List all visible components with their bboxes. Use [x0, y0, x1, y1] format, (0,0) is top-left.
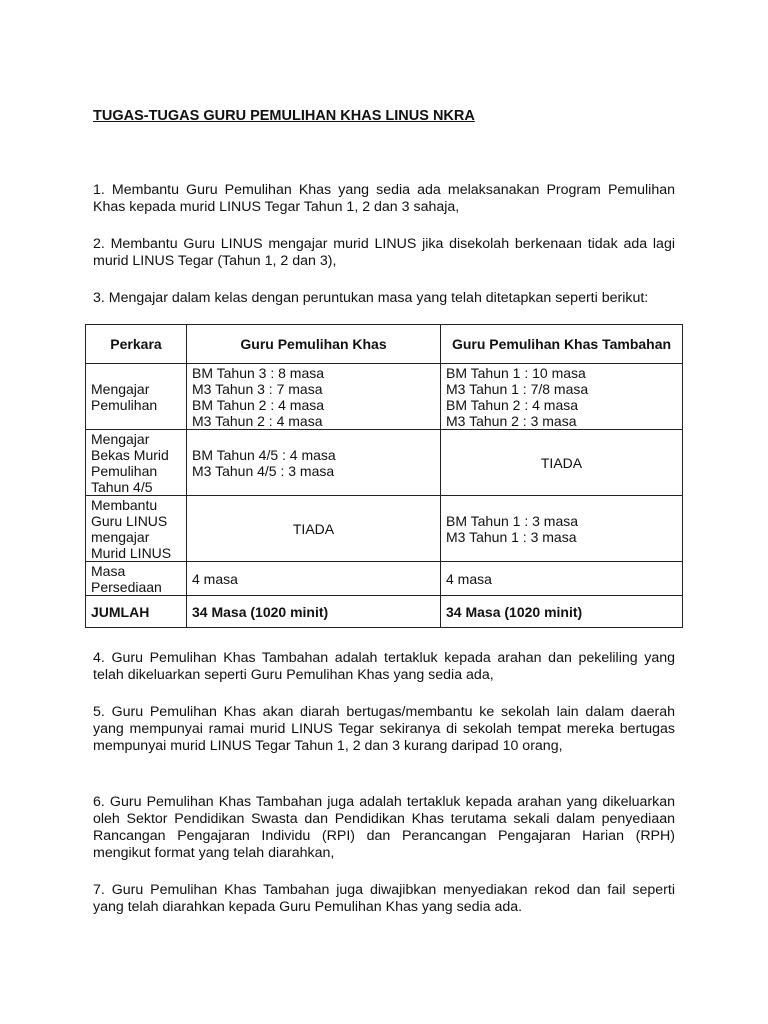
cell-khas	[187, 430, 441, 496]
cell-line: M3 Tahun 3 : 7 masa	[192, 380, 323, 397]
row-label	[86, 430, 187, 496]
cell-khas	[187, 364, 441, 430]
paragraph-3: 3. Mengajar dalam kelas dengan peruntukan masa yang telah ditetapkan seperti berikut:	[93, 290, 649, 306]
allocation-table	[85, 324, 683, 628]
table-row	[86, 562, 683, 596]
cell-line: BM Tahun 2 : 4 masa	[446, 396, 579, 413]
table-header-row	[86, 325, 683, 364]
cell-line: M3 Tahun 1 : 3 masa	[446, 528, 577, 545]
cell-tambahan	[441, 496, 683, 562]
header-guru-pemulihan-khas: Guru Pemulihan Khas	[187, 325, 441, 364]
header-guru-pemulihan-khas-tambahan: Guru Pemulihan Khas Tambahan	[441, 325, 683, 364]
table-row	[86, 430, 683, 496]
paragraph-4: 4. Guru Pemulihan Khas Tambahan adalah tertakluk kepada arahan dan pekeliling yang telah dikeluarkan seperti Guru Pemulihan Khas yang sedia ada,	[93, 650, 675, 683]
table-row	[86, 496, 683, 562]
row-label-line: Murid LINUS	[91, 544, 172, 561]
row-label	[86, 496, 187, 562]
row-label-line: Guru LINUS	[91, 512, 168, 529]
row-label-line: Tahun 4/5	[91, 478, 153, 495]
paragraph-1: 1. Membantu Guru Pemulihan Khas yang sedia ada melaksanakan Program Pemulihan Khas kepada murid LINUS Tegar Tahun 1, 2 dan 3 sahaja,	[93, 182, 675, 215]
paragraph-2: 2. Membantu Guru LINUS mengajar murid LINUS jika disekolah berkenaan tidak ada lagi murid LINUS Tegar (Tahun 1, 2 dan 3),	[93, 236, 675, 269]
paragraph-5: 5. Guru Pemulihan Khas akan diarah bertugas/membantu ke sekolah lain dalam daerah yang mempunyai ramai murid LINUS Tegar sekiranya di sekolah tempat mereka bertugas mempunyai murid LINUS Tegar Tahun 1, 2 dan 3 kurang daripad 10 orang,	[93, 704, 675, 754]
document-title: TUGAS-TUGAS GURU PEMULIHAN KHAS LINUS NKRA	[93, 108, 475, 124]
row-label-line: Masa	[91, 562, 126, 579]
header-perkara: Perkara	[86, 325, 187, 364]
total-label: JUMLAH	[86, 596, 187, 628]
cell-line: M3 Tahun 1 : 7/8 masa	[446, 380, 589, 397]
total-khas: 34 Masa (1020 minit)	[187, 596, 441, 628]
row-label-line: Mengajar	[91, 430, 150, 447]
total-tambahan: 34 Masa (1020 minit)	[441, 596, 683, 628]
row-label	[86, 364, 187, 430]
cell-line: BM Tahun 1 : 3 masa	[446, 512, 579, 529]
row-label-line: Pemulihan	[91, 396, 158, 413]
table-row	[86, 364, 683, 430]
cell-tambahan: TIADA	[441, 430, 683, 496]
paragraph-7: 7. Guru Pemulihan Khas Tambahan juga diwajibkan menyediakan rekod dan fail seperti yang telah diarahkan kepada Guru Pemulihan Khas yang sedia ada.	[93, 882, 675, 915]
paragraph-6: 6. Guru Pemulihan Khas Tambahan juga adalah tertakluk kepada arahan yang dikeluarkan oleh Sektor Pendidikan Swasta dan Pendidikan Khas terutama sekali dalam penyediaan Rancangan Pengajaran Individu (RPI) dan Perancangan Pengajaran Harian (RPH) mengikut format yang telah diarahkan,	[93, 794, 675, 861]
cell-line: M3 Tahun 2 : 3 masa	[446, 412, 577, 429]
cell-line: BM Tahun 1 : 10 masa	[446, 364, 586, 381]
row-label-line: Bekas Murid	[91, 446, 169, 463]
table-total-row	[86, 596, 683, 628]
cell-tambahan	[441, 364, 683, 430]
row-label-line: Pemulihan	[91, 462, 158, 479]
row-label	[86, 562, 187, 596]
cell-line: BM Tahun 4/5 : 4 masa	[192, 446, 336, 463]
cell-tambahan: 4 masa	[441, 562, 683, 596]
row-label-line: Membantu	[91, 496, 158, 513]
cell-line: BM Tahun 2 : 4 masa	[192, 396, 325, 413]
row-label-line: Persediaan	[91, 578, 162, 595]
cell-khas: 4 masa	[187, 562, 441, 596]
cell-line: M3 Tahun 2 : 4 masa	[192, 412, 323, 429]
row-label-line: Mengajar	[91, 380, 150, 397]
cell-line: M3 Tahun 4/5 : 3 masa	[192, 462, 335, 479]
cell-khas: TIADA	[187, 496, 441, 562]
cell-line: BM Tahun 3 : 8 masa	[192, 364, 325, 381]
row-label-line: mengajar	[91, 528, 150, 545]
